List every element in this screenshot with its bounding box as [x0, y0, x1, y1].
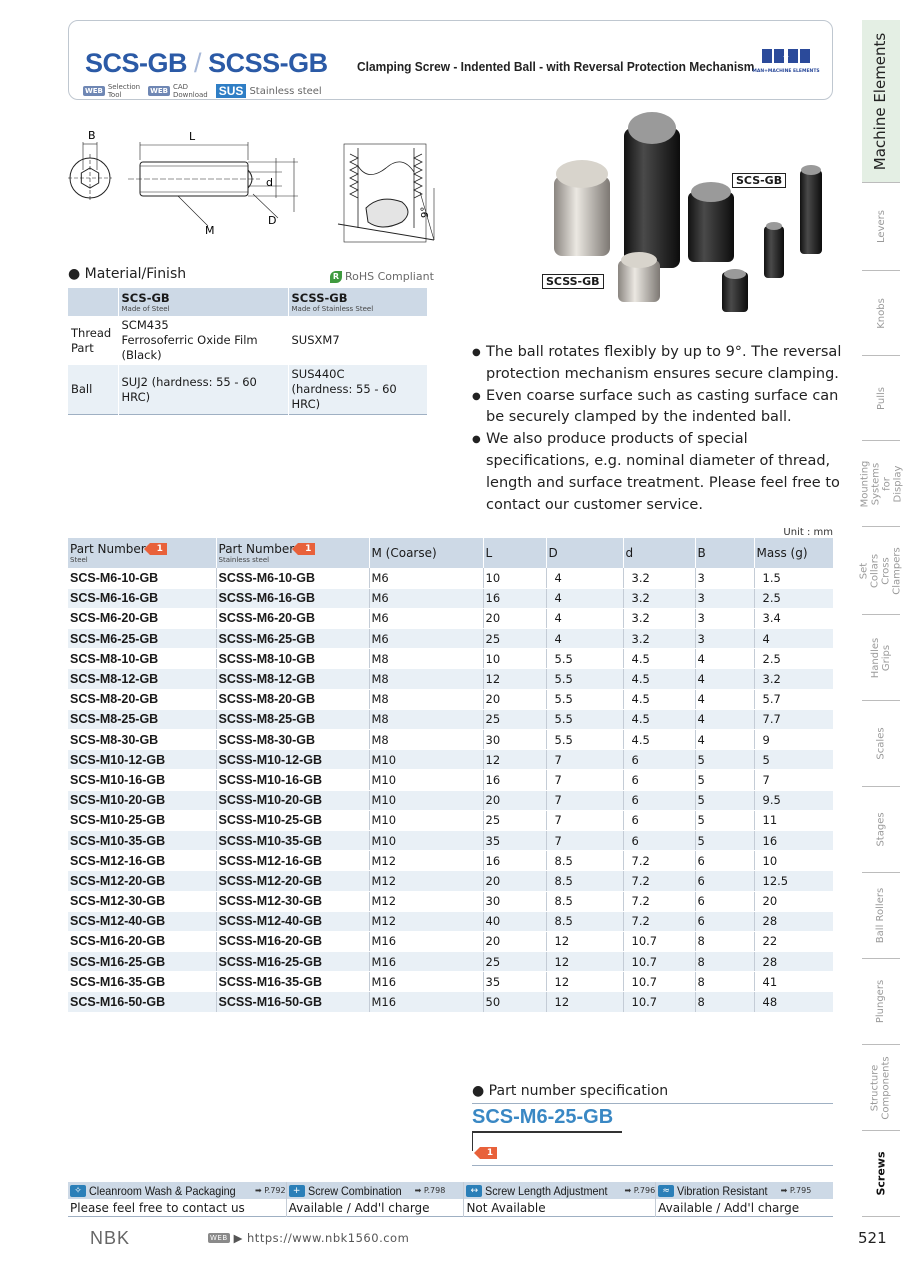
table-row [68, 689, 833, 709]
table-cell: 6 [623, 770, 695, 790]
table-cell: 3 [695, 588, 754, 608]
table-cell: M8 [369, 730, 483, 750]
divider [472, 1131, 622, 1133]
table-cell: 7.2 [623, 911, 695, 931]
rohs-leaf-icon: R [330, 271, 342, 283]
table-cell: M16 [369, 992, 483, 1012]
table-cell: SCSS-M12-20-GB [216, 871, 369, 891]
table-cell: 3.2 [754, 669, 833, 689]
tab-stages[interactable]: Stages [862, 787, 900, 873]
table-row [68, 709, 833, 729]
feature-item: ● The ball rotates flexibly by up to 9°. The reversal protection mechanism ensures secure clamping. [472, 342, 842, 386]
feature-item: ● We also produce products of special specifications, e.g. nominal diameter of thread, length and surface treatment. Please feel free to contact our customer service. [472, 429, 842, 516]
label-angle: 9° [420, 206, 431, 218]
table-cell: 7 [546, 830, 623, 850]
tab-structure-components[interactable]: Structure Components [862, 1045, 900, 1131]
table-cell: 7.7 [754, 709, 833, 729]
table-cell: 8 [695, 972, 754, 992]
table-cell: 12 [483, 669, 546, 689]
dimension-drawing [68, 128, 448, 258]
table-cell: 20 [483, 790, 546, 810]
table-row [68, 790, 833, 810]
option-screw-combination[interactable]: + Screw Combination ➡ P.798 Available / Add'l charge [287, 1182, 465, 1217]
table-cell: 3 [695, 608, 754, 628]
table-cell: SCSS-M10-20-GB [216, 790, 369, 810]
table-cell: 5 [695, 830, 754, 850]
label-D: D [268, 214, 277, 227]
row-label: Ball [68, 365, 118, 415]
table-cell: SCSS-M10-25-GB [216, 810, 369, 830]
table-cell: SCSS-M16-50-GB [216, 992, 369, 1012]
table-cell: M8 [369, 709, 483, 729]
table-cell: 4.5 [623, 669, 695, 689]
page-number: 521 [858, 1229, 887, 1247]
table-cell: SCS-M8-10-GB [68, 649, 216, 669]
header-tags [83, 83, 322, 99]
table-cell: 1.5 [754, 568, 833, 588]
table-cell: 4 [546, 588, 623, 608]
table-cell: SCS-M8-20-GB [68, 689, 216, 709]
table-cell: 20 [483, 931, 546, 951]
material-table: SCS-GB Made of Steel SCSS-GB Made of Stainless Steel Thread Part SCM435 Ferrosoferric Oxide Film (Black) SUSXM7 Ball SUJ2 (hardness: 55 - 60 HRC) SUS440C (hardness: 55 - 60 HRC) [68, 288, 428, 415]
table-cell: M12 [369, 891, 483, 911]
table-cell: SCS-M10-12-GB [68, 750, 216, 770]
table-cell: SCSS-M6-10-GB [216, 568, 369, 588]
table-cell: SCSS-M8-10-GB [216, 649, 369, 669]
table-cell: SCS-M10-16-GB [68, 770, 216, 790]
option-length-adjustment[interactable]: ↔ Screw Length Adjustment ➡ P.796 Not Available [466, 1183, 656, 1215]
table-row [68, 750, 833, 770]
label-M: M [205, 224, 215, 237]
table-cell: 12 [546, 992, 623, 1012]
tab-scales[interactable]: Scales [862, 701, 900, 787]
table-row [68, 952, 833, 972]
table-cell: 7 [546, 790, 623, 810]
table-cell: SCSS-M12-30-GB [216, 891, 369, 911]
table-cell: 8 [695, 992, 754, 1012]
table-cell: 7.2 [623, 891, 695, 911]
table-cell: 8 [695, 931, 754, 951]
label-d: d [266, 176, 273, 189]
table-cell: 5.5 [546, 649, 623, 669]
table-cell: 8.5 [546, 851, 623, 871]
man-machine-logo [752, 47, 820, 77]
table-cell: M10 [369, 790, 483, 810]
table-row [68, 931, 833, 951]
table-cell: 3.2 [623, 629, 695, 649]
table-cell: SCSS-M10-35-GB [216, 830, 369, 850]
table-cell: SCSS-M8-25-GB [216, 709, 369, 729]
tab-knobs[interactable]: Knobs [862, 271, 900, 356]
table-cell: 4 [546, 629, 623, 649]
table-cell: 8 [695, 952, 754, 972]
unit-label: Unit : mm [783, 527, 833, 538]
category-tabs [859, 20, 903, 1217]
table-cell: 12 [483, 750, 546, 770]
model-scss: SCSS-GB [208, 48, 328, 78]
table-row [68, 830, 833, 850]
table-cell: 30 [483, 891, 546, 911]
table-cell: 12.5 [754, 871, 833, 891]
spec-flag-icon: 1 [298, 543, 315, 555]
table-row [68, 730, 833, 750]
end-view [68, 142, 112, 202]
table-row [68, 992, 833, 1012]
table-cell: 12 [546, 972, 623, 992]
divider [472, 1103, 833, 1104]
table-cell: 4 [695, 649, 754, 669]
table-cell: 4 [695, 730, 754, 750]
label-L: L [189, 130, 196, 143]
table-cell: 6 [695, 911, 754, 931]
table-cell: SCS-M16-35-GB [68, 972, 216, 992]
material-title: ● Material/Finish [68, 266, 187, 282]
table-cell: 5 [695, 790, 754, 810]
table-cell: SCSS-M12-16-GB [216, 851, 369, 871]
table-cell: 16 [483, 588, 546, 608]
web-badge: WEB [85, 87, 103, 95]
table-cell: 35 [483, 972, 546, 992]
tab-handles[interactable]: Handles Grips [862, 615, 900, 701]
length-adjust-icon: ↔ [466, 1185, 482, 1197]
table-cell: M6 [369, 629, 483, 649]
table-cell: 35 [483, 830, 546, 850]
part-spec-code: SCS-M6-25-GB [472, 1106, 614, 1128]
table-cell: SCS-M12-20-GB [68, 871, 216, 891]
table-cell: 4 [695, 669, 754, 689]
spec-flag-icon: 1 [150, 543, 167, 555]
table-cell: M10 [369, 750, 483, 770]
tab-machine-elements[interactable]: Machine Elements [862, 20, 900, 183]
table-cell: SCS-M16-25-GB [68, 952, 216, 972]
table-cell: M6 [369, 568, 483, 588]
title-box [68, 20, 833, 100]
table-cell: 5.5 [546, 669, 623, 689]
table-cell: M8 [369, 669, 483, 689]
tab-ball-rollers[interactable]: Ball Rollers [862, 873, 900, 959]
table-row [68, 568, 833, 588]
option-vibration-resistant[interactable]: ≈ Vibration Resistant ➡ P.795 Available / Add'l charge [656, 1182, 833, 1217]
table-cell: 40 [483, 911, 546, 931]
table-cell: 9.5 [754, 790, 833, 810]
table-cell: 3.2 [623, 588, 695, 608]
web-badge: WEB [150, 87, 168, 95]
table-cell: M6 [369, 588, 483, 608]
table-cell: SCSS-M6-25-GB [216, 629, 369, 649]
cad-download-link[interactable]: WEB CAD Download [150, 83, 208, 99]
table-cell: SCSS-M8-30-GB [216, 730, 369, 750]
table-cell: 10.7 [623, 952, 695, 972]
options-bar [68, 1182, 833, 1217]
table-cell: SCS-M6-20-GB [68, 608, 216, 628]
table-cell: 6 [623, 830, 695, 850]
table-cell: 20 [483, 608, 546, 628]
table-row [68, 588, 833, 608]
table-cell: SCSS-M8-12-GB [216, 669, 369, 689]
table-cell: SCSS-M12-40-GB [216, 911, 369, 931]
table-cell: 28 [754, 911, 833, 931]
section-detail [338, 144, 434, 242]
table-row [68, 608, 833, 628]
table-cell: SCS-M6-10-GB [68, 568, 216, 588]
table-cell: 5 [754, 750, 833, 770]
photo-label-scss: SCSS-GB [542, 274, 604, 289]
table-cell: SCS-M12-40-GB [68, 911, 216, 931]
table-cell: 7 [754, 770, 833, 790]
footer-url[interactable]: WEB ▶ https://www.nbk1560.com [210, 1231, 410, 1245]
table-cell: 5 [695, 770, 754, 790]
table-cell: SCS-M12-16-GB [68, 851, 216, 871]
table-cell: M12 [369, 911, 483, 931]
table-cell: 4 [754, 629, 833, 649]
tab-pulls[interactable]: Pulls [862, 356, 900, 441]
table-row [68, 851, 833, 871]
table-cell: 3 [695, 629, 754, 649]
table-cell: 20 [754, 891, 833, 911]
model-scs: SCS-GB [85, 48, 188, 78]
table-row [68, 669, 833, 689]
table-cell: 12 [546, 952, 623, 972]
part-spec-flag: 1 [480, 1140, 497, 1159]
table-cell: SCS-M8-12-GB [68, 669, 216, 689]
table-cell: SCSS-M10-16-GB [216, 770, 369, 790]
table-cell: 20 [483, 871, 546, 891]
tab-levers[interactable]: Levers [862, 183, 900, 271]
table-row [68, 629, 833, 649]
table-cell: SCS-M10-25-GB [68, 810, 216, 830]
table-cell: 3 [695, 568, 754, 588]
table-cell: M8 [369, 689, 483, 709]
table-cell: SCSS-M16-35-GB [216, 972, 369, 992]
part-spec-title: ● Part number specification [472, 1083, 669, 1099]
table-cell: SCS-M6-25-GB [68, 629, 216, 649]
table-cell: 48 [754, 992, 833, 1012]
table-row [68, 810, 833, 830]
table-cell: 7.2 [623, 871, 695, 891]
play-icon: ▶ [233, 1231, 244, 1245]
table-cell: 5.5 [546, 730, 623, 750]
table-cell: 5 [695, 810, 754, 830]
table-cell: 8.5 [546, 871, 623, 891]
label-B: B [88, 129, 96, 142]
title-separator: / [194, 48, 202, 78]
table-cell: 25 [483, 810, 546, 830]
table-cell: SCS-M8-30-GB [68, 730, 216, 750]
table-cell: SCS-M6-16-GB [68, 588, 216, 608]
table-cell: 7 [546, 810, 623, 830]
table-cell: SCS-M8-25-GB [68, 709, 216, 729]
table-cell: SCS-M16-20-GB [68, 931, 216, 951]
table-cell: 10.7 [623, 992, 695, 1012]
table-cell: 2.5 [754, 649, 833, 669]
table-cell: 10.7 [623, 972, 695, 992]
option-cleanroom[interactable]: ✧ Cleanroom Wash & Packaging ➡ P.792 Please feel free to contact us [70, 1183, 286, 1215]
table-cell: M10 [369, 770, 483, 790]
table-cell: 10 [754, 851, 833, 871]
table-cell: 22 [754, 931, 833, 951]
table-cell: M10 [369, 830, 483, 850]
table-cell: 6 [623, 810, 695, 830]
table-cell: M10 [369, 810, 483, 830]
table-cell: 4.5 [623, 730, 695, 750]
table-row [68, 891, 833, 911]
table-cell: 10 [483, 568, 546, 588]
table-cell: SCSS-M6-16-GB [216, 588, 369, 608]
table-cell: 41 [754, 972, 833, 992]
table-cell: 16 [754, 830, 833, 850]
svg-text:+: + [782, 52, 790, 61]
table-cell: 6 [695, 871, 754, 891]
divider [472, 1131, 473, 1151]
table-cell: 4.5 [623, 649, 695, 669]
table-row [68, 871, 833, 891]
selection-tool-link[interactable]: WEB Selection Tool [85, 83, 141, 99]
stainless-steel-tag: SUS Stainless steel [216, 84, 322, 98]
table-cell: 25 [483, 629, 546, 649]
table-cell: 6 [623, 790, 695, 810]
table-cell: 5.5 [546, 689, 623, 709]
table-cell: 4.5 [623, 709, 695, 729]
table-cell: 4 [695, 709, 754, 729]
table-cell: M16 [369, 952, 483, 972]
table-cell: 25 [483, 709, 546, 729]
feature-item: ● Even coarse surface such as casting surface can be securely clamped by the indented ball. [472, 386, 842, 430]
table-cell: 16 [483, 770, 546, 790]
table-cell: SCSS-M6-20-GB [216, 608, 369, 628]
table-cell: 2.5 [754, 588, 833, 608]
feature-list [472, 342, 842, 516]
table-row [68, 911, 833, 931]
table-row [68, 770, 833, 790]
table-cell: 5.7 [754, 689, 833, 709]
table-cell: 4.5 [623, 689, 695, 709]
table-cell: 25 [483, 952, 546, 972]
nbk-logo: NBK [90, 1228, 131, 1248]
rohs-badge: R RoHS Compliant [330, 270, 434, 283]
table-cell: 6 [623, 750, 695, 770]
table-cell: 5.5 [546, 709, 623, 729]
table-cell: 11 [754, 810, 833, 830]
table-row [68, 972, 833, 992]
tab-mounting-systems[interactable]: Mounting Systems for Display [862, 441, 900, 527]
table-cell: 8.5 [546, 891, 623, 911]
row-label: Thread Part [68, 316, 118, 365]
vibration-icon: ≈ [658, 1185, 674, 1197]
table-cell: 4 [695, 689, 754, 709]
table-cell: SCSS-M10-12-GB [216, 750, 369, 770]
table-cell: 10.7 [623, 931, 695, 951]
table-cell: M16 [369, 972, 483, 992]
table-cell: 28 [754, 952, 833, 972]
table-cell: 8.5 [546, 911, 623, 931]
table-cell: 10 [483, 649, 546, 669]
page-subtitle: Clamping Screw - Indented Ball - with Reversal Protection Mechanism [357, 59, 755, 74]
table-cell: 3.2 [623, 608, 695, 628]
cleanroom-icon: ✧ [70, 1185, 86, 1197]
table-cell: M12 [369, 871, 483, 891]
table-cell: M6 [369, 608, 483, 628]
table-cell: SCS-M10-35-GB [68, 830, 216, 850]
table-cell: SCSS-M16-20-GB [216, 931, 369, 951]
table-cell: SCSS-M16-25-GB [216, 952, 369, 972]
table-row [68, 649, 833, 669]
table-cell: 6 [695, 891, 754, 911]
table-cell: 4 [546, 568, 623, 588]
table-cell: M12 [369, 851, 483, 871]
divider [472, 1165, 833, 1166]
table-cell: SCS-M10-20-GB [68, 790, 216, 810]
table-cell: SCS-M12-30-GB [68, 891, 216, 911]
logo-text: MAN+MACHINE ELEMENTS [752, 69, 820, 74]
tab-set-collars[interactable]: Set Collars Cross Clampers [862, 527, 900, 615]
table-cell: 4 [546, 608, 623, 628]
table-cell: 9 [754, 730, 833, 750]
tab-plungers[interactable]: Plungers [862, 959, 900, 1045]
table-cell: 3.2 [623, 568, 695, 588]
table-cell: 12 [546, 931, 623, 951]
table-cell: M8 [369, 649, 483, 669]
table-cell: 50 [483, 992, 546, 1012]
screw-combination-icon: + [289, 1185, 305, 1197]
table-cell: 7 [546, 750, 623, 770]
tab-screws[interactable]: Screws [862, 1131, 900, 1217]
table-cell: 3.4 [754, 608, 833, 628]
table-cell: 7.2 [623, 851, 695, 871]
table-cell: 6 [695, 851, 754, 871]
table-cell: 16 [483, 851, 546, 871]
photo-label-scs: SCS-GB [732, 173, 786, 188]
table-cell: 30 [483, 730, 546, 750]
table-cell: SCS-M16-50-GB [68, 992, 216, 1012]
table-cell: 20 [483, 689, 546, 709]
table-cell: 5 [695, 750, 754, 770]
table-cell: 7 [546, 770, 623, 790]
page-title [85, 48, 328, 79]
table-cell: SCSS-M8-20-GB [216, 689, 369, 709]
table-cell: M16 [369, 931, 483, 951]
spec-table: Part Number 1 Steel Part Number 1 Stainless steel M (Coarse) L D d B Mass (g) SCS-M6-10-GB SCSS-M6-10-GB M6 10 4 3.2 3 1.5 SCS-M6-16-GB SCSS-M6-16-GB M6 16 4 3.2 3 2.5 SCS-M6-20-GB SCSS-M6-20-GB M6 20 4 3.2 3 3.4 SCS-M6-25-GB SCSS-M6-25-GB M6 25 4 3.2 3 4 SCS-M8-10-GB SCSS-M8-10-GB M8 10 5.5 4.5 4 2.5 SCS-M8-12-GB SCSS-M8-12-GB M8 12 5.5 4.5 4 3.2 SCS-M8-20-GB SCSS-M8-20-GB M8 20 5.5 4.5 4 5.7 SCS-M8-25-GB SCSS-M8-25-GB M8 25 5.5 4.5 4 7.7 SCS-M8-30-GB SCSS-M8-30-GB M8 30 5.5 4.5 4 9 SCS-M10-12-GB SCSS-M10-12-GB M10 12 7 6 5 5 SCS-M10-16-GB SCSS-M10-16-GB M10 16 7 6 5 7 SCS-M10-20-GB SCSS-M10-20-GB M10 20 7 6 5 9.5 SCS-M10-25-GB SCSS-M10-25-GB M10 25 7 6 5 11 SCS-M10-35-GB SCSS-M10-35-GB M10 35 7 6 5 16 SCS-M12-16-GB SCSS-M12-16-GB M12 16 8.5 7.2 6 10 SCS-M12-20-GB SCSS-M12-20-GB M12 20 8.5 7.2 6 12.5 SCS-M12-30-GB SCSS-M12-30-GB M12 30 8.5 7.2 6 20 SCS-M12-40-GB SCSS-M12-40-GB M12 40 8.5 7.2 6 28 SCS-M16-20-GB SCSS-M16-20-GB M16 20 12 10.7 8 22 SCS-M16-25-GB SCSS-M16-25-GB M16 25 12 10.7 8 28 SCS-M16-35-GB SCSS-M16-35-GB M16 35 12 10.7 8 41 SCS-M16-50-GB SCSS-M16-50-GB M16 50 12 10.7 8 48 [68, 538, 833, 1013]
